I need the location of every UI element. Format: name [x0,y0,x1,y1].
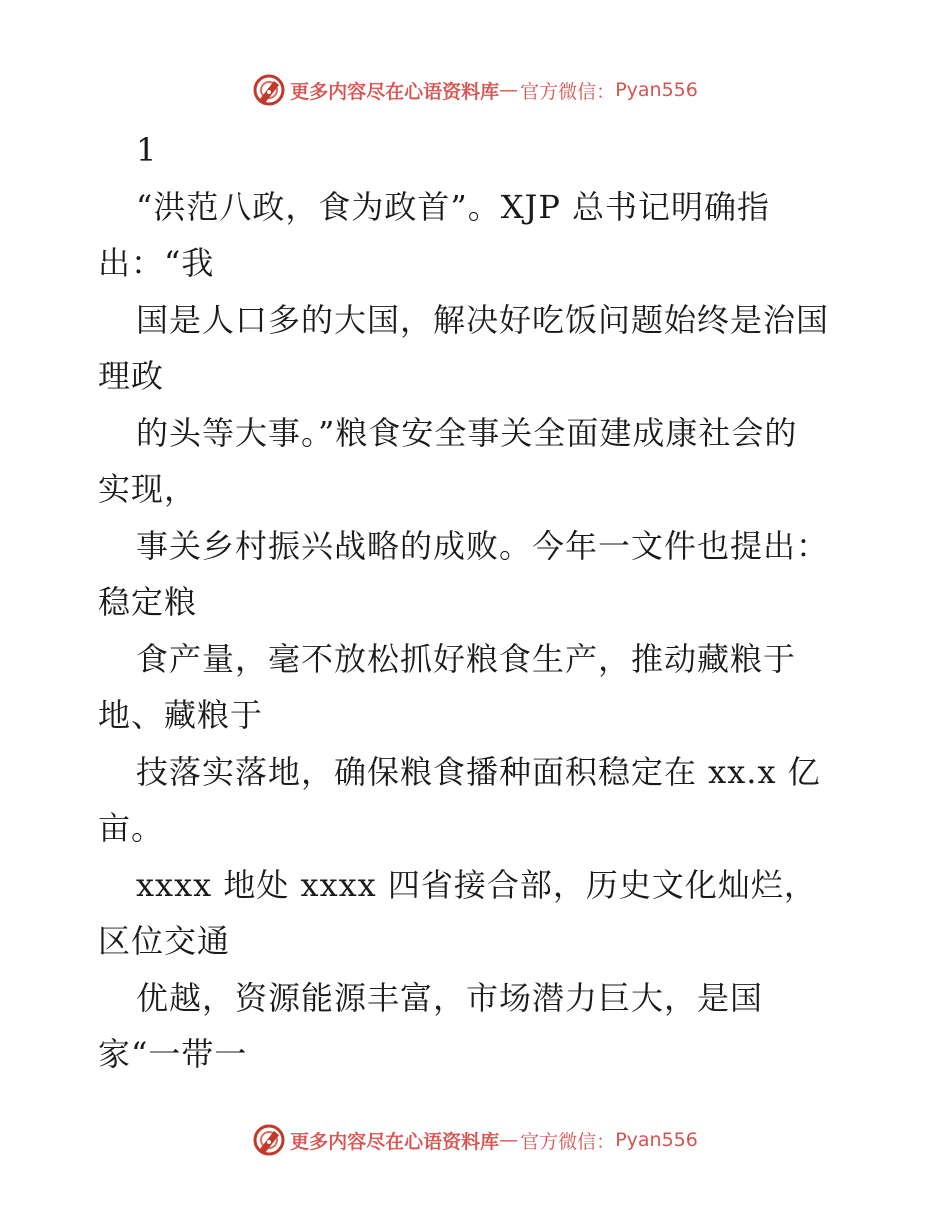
banner-contact-label: 官方微信： [520,80,616,103]
banner-text: 更多内容尽在心语资料库 [290,1130,500,1153]
text-line: 实现， [98,470,198,508]
text-line: 家“一带一 [98,1035,248,1073]
page-number: 1 [136,131,158,169]
text-line: 地、藏粮于 [98,696,264,734]
text-line: xxxx 地处 xxxx 四省接合部，历史文化灿烂， [136,865,817,904]
text-line: 出：“我 [98,244,215,282]
banner-contact-label: 官方微信： [520,1130,616,1153]
footer-watermark [0,1120,950,1160]
text-line: 的头等大事。”粮食安全事关全面建成康社会的 [136,413,798,452]
text-line: 理政 [98,357,165,395]
banner-text: 更多内容尽在心语资料库 [290,80,500,103]
document-body [98,122,858,1083]
text-line: 国是人口多的大国，解决好吃饭问题始终是治国 [136,300,830,339]
pen-nib-logo-icon [252,1123,286,1157]
banner-wechat-id: Pyan556 [615,1129,698,1151]
text-line: 稳定粮 [98,583,198,621]
text-line: 优越，资源能源丰富，市场潜力巨大，是国 [136,978,764,1017]
text-line: 技落实落地，确保粮食播种面积稳定在 xx.x 亿 [136,752,821,791]
pen-nib-logo-icon [252,73,286,107]
header-watermark [0,70,950,110]
text-line: 事关乡村振兴战略的成败。今年一文件也提出： [136,526,830,565]
text-line: 亩。 [98,809,165,847]
text-line: 区位交通 [98,922,231,960]
banner-separator: — [499,79,519,101]
banner-separator: — [499,1129,519,1151]
banner-wechat-id: Pyan556 [615,79,698,101]
text-line: 食产量，毫不放松抓好粮食生产，推动藏粮于 [136,639,797,678]
text-line: “洪范八政，食为政首”。XJP 总书记明确指 [136,187,771,226]
